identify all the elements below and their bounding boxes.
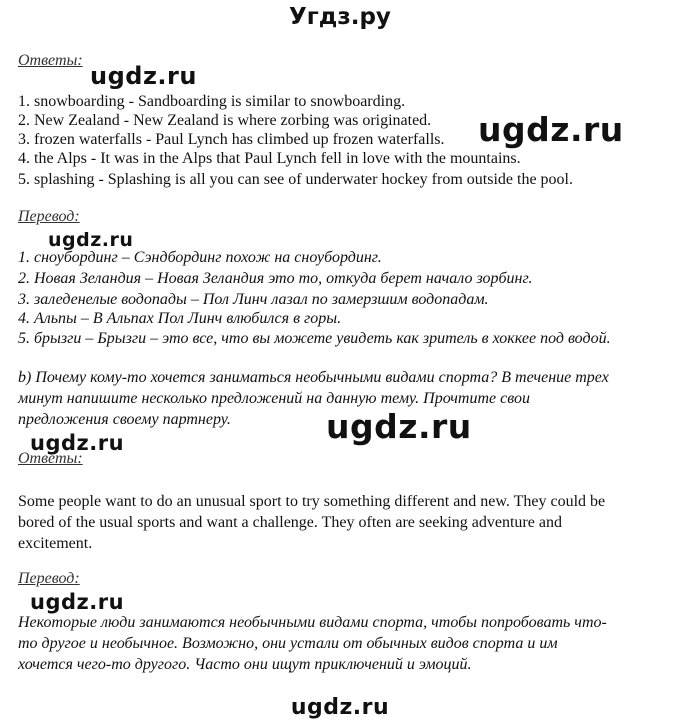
answer-paragraph-line: Some people want to do an unusual sport to try something different and new. They could be — [18, 493, 606, 510]
translation-line: 5. брызги – Брызги – это все, что вы можете увидеть как зритель в хоккее под водой. — [18, 330, 611, 347]
watermark: ugdz.ru — [30, 590, 125, 614]
translation-line: 2. Новая Зеландия – Новая Зеландия это то, откуда берет начало зорбинг. — [18, 270, 533, 287]
answer-line: 2. New Zealand - New Zealand is where zorbing was originated. — [18, 112, 432, 129]
translation-line: 1. сноубординг – Сэндбординг похож на сноубординг. — [18, 249, 382, 266]
translation-paragraph-line: то другое и необычное. Возможно, они устали от обычных видов спорта и им — [18, 635, 558, 652]
footer-site: ugdz.ru — [290, 695, 390, 720]
answer-line: 3. frozen waterfalls - Paul Lynch has climbed up frozen waterfalls. — [18, 131, 445, 148]
task-text: b) Почему кому-то хочется заниматься необычными видами спорта? В течение трех — [18, 369, 609, 386]
task-text: минут напишите несколько предложений на данную тему. Прочтите свои — [18, 390, 530, 407]
translation-paragraph-line: хочется чего-то другого. Часто они ищут приключений и эмоций. — [18, 656, 472, 673]
answers-heading: Ответы: — [18, 52, 83, 69]
watermark: ugdz.ru — [326, 407, 472, 446]
task-text: предложения своему партнеру. — [18, 411, 231, 428]
page-title: Угдз.ру — [289, 4, 391, 30]
watermark: ugdz.ru — [48, 229, 134, 251]
watermark: ugdz.ru — [478, 110, 624, 149]
watermark: ugdz.ru — [30, 431, 125, 455]
translation-heading: Перевод: — [18, 570, 80, 587]
translation-paragraph-line: Некоторые люди занимаются необычными видами спорта, чтобы попробовать что- — [18, 614, 607, 631]
answer-line: 4. the Alps - It was in the Alps that Paul Lynch fell in love with the mountains. — [18, 150, 521, 167]
translation-line: 3. заледенелые водопады – Пол Линч лазал по замерзшим водопадам. — [18, 291, 489, 308]
answer-line: 1. snowboarding - Sandboarding is similar to snowboarding. — [18, 93, 406, 110]
watermark: ugdz.ru — [90, 62, 197, 90]
answer-line: 5. splashing - Splashing is all you can see of underwater hockey from outside the pool. — [18, 171, 573, 188]
answer-paragraph-line: bored of the usual sports and want a challenge. They often are seeking adventure and — [18, 514, 562, 531]
answers-heading: Ответы: — [18, 450, 83, 467]
translation-heading: Перевод: — [18, 208, 80, 225]
translation-line: 4. Альпы – В Альпах Пол Линч влюбился в горы. — [18, 310, 342, 327]
answer-paragraph-line: excitement. — [18, 535, 93, 552]
